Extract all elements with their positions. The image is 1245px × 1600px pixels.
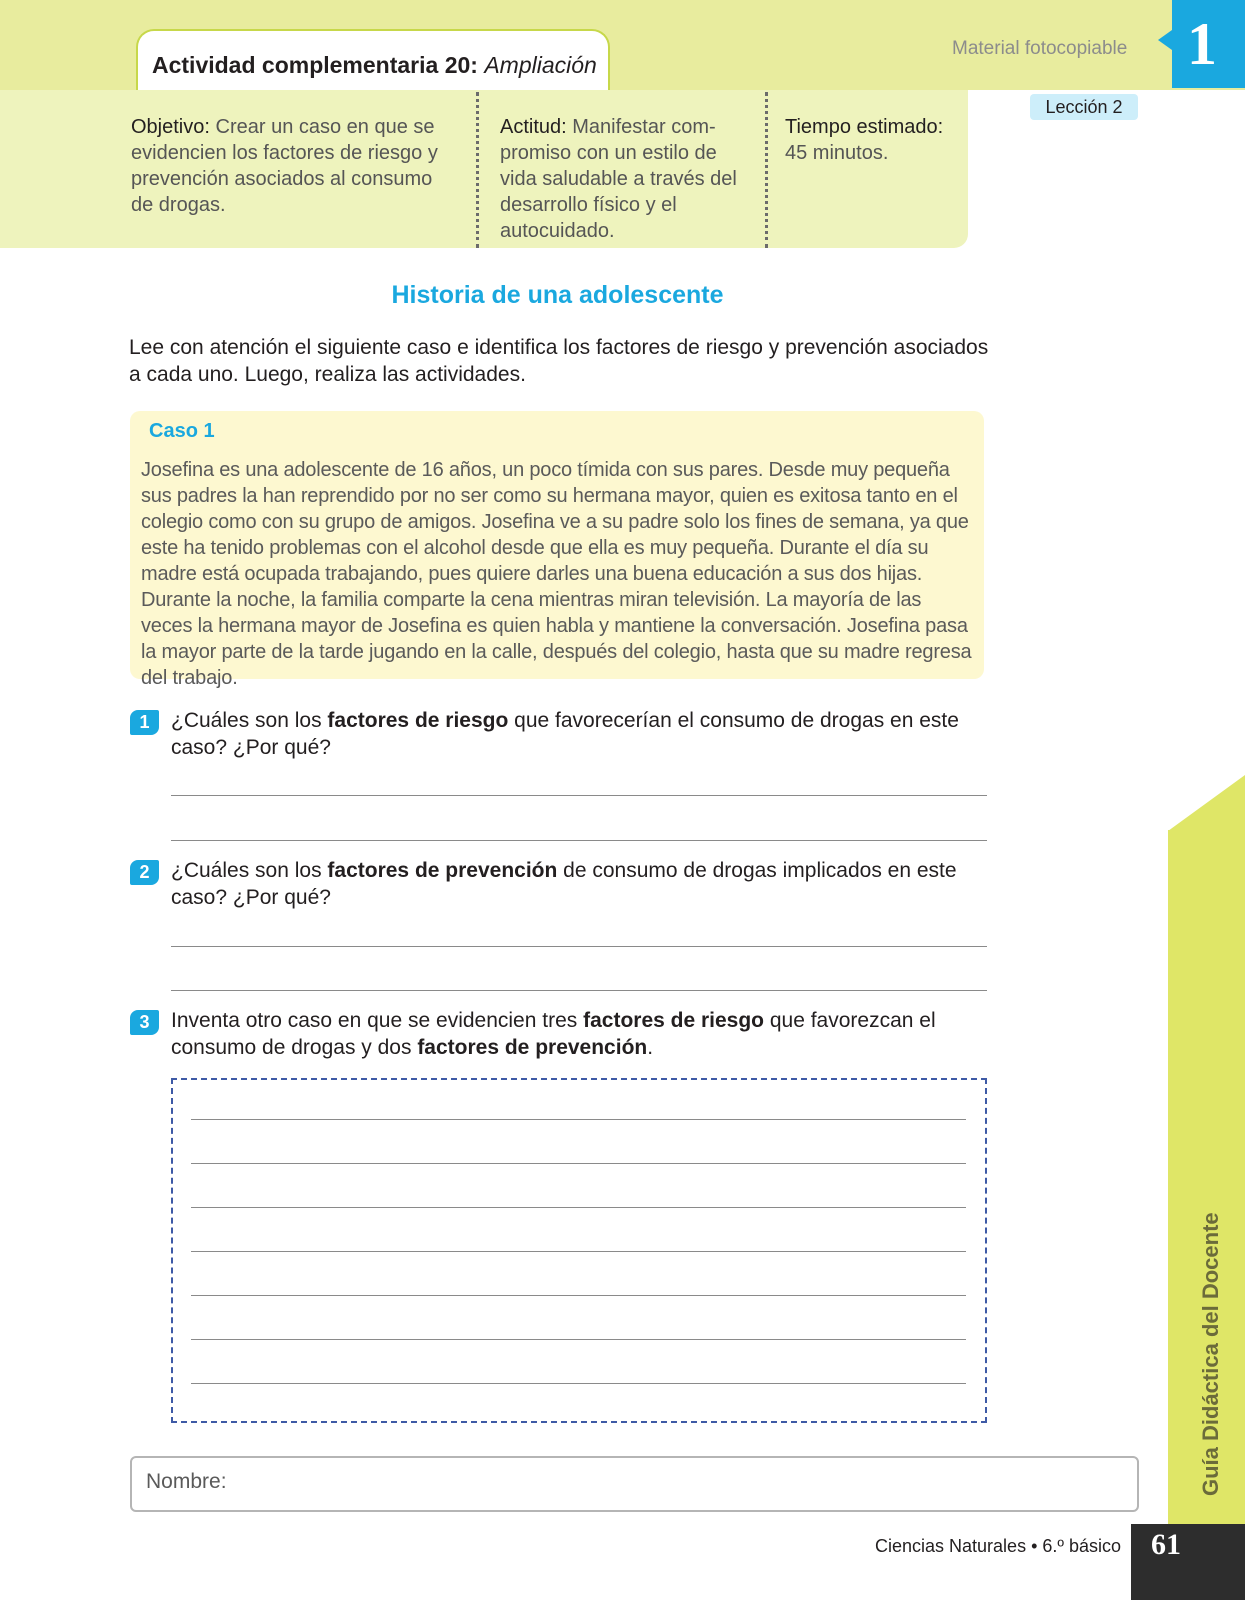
sidebar-label-wrap (1168, 1212, 1228, 1496)
question-3 (171, 1007, 986, 1061)
photocopy-label: Material fotocopiable (952, 38, 1128, 59)
question-text: que favorezcan el consumo de drogas y dos (171, 1009, 936, 1059)
question-keyword: factores de prevención (417, 1036, 648, 1059)
answer-line[interactable] (191, 1207, 966, 1208)
question-2 (171, 857, 986, 911)
answer-line[interactable] (191, 1251, 966, 1252)
unit-tab-notch (1158, 30, 1172, 50)
sidebar-corner (1168, 775, 1245, 831)
question-text: . (647, 1036, 654, 1059)
question-number-badge: 1 (130, 710, 159, 735)
unit-number: 1 (1187, 11, 1217, 77)
answer-line[interactable] (191, 1383, 966, 1384)
question-text: de consumo de drogas implicados en este caso? ¿Por qué? (171, 859, 957, 909)
case-text: Josefina es una adolescente de 16 años, un poco tímida con sus pares. Desde muy pequeña sus padres la han reprendido por no ser como su hermana mayor, quien es exitosa tanto en el colegio como con su grupo de amigos. Josefina ve a su padre solo los fines de semana, ya que este ha tenido problemas con el alcohol desde que ella es muy pequeña. Durante el día su madre está ocupada trabajando, pues quiere darles una buena educación a sus dos hijas. Durante la noche, la familia comparte la cena mientras miran televisión. La mayoría de las veces la hermana mayor de Josefina es quien habla y mantiene la conversación. Josefina pasa la mayor parte de la tarde jugando en la calle, después del colegio, hasta que su madre regresa del trabajo. (141, 459, 972, 689)
question-number-badge: 2 (130, 860, 159, 885)
time-label: Tiempo estimado: (785, 116, 944, 138)
objective-label: Objetivo: (131, 116, 210, 138)
answer-line[interactable] (191, 1119, 966, 1120)
question-text: ¿Cuáles son los (171, 859, 328, 882)
name-field[interactable] (130, 1456, 1139, 1512)
column-divider (765, 92, 768, 248)
question-text: que favorecerían el consumo de drogas en este caso? ¿Por qué? (171, 709, 959, 759)
question-text: ¿Cuáles son los (171, 709, 328, 732)
answer-line[interactable] (171, 946, 987, 947)
column-divider (476, 92, 479, 248)
question-keyword: factores de riesgo (327, 709, 509, 732)
answer-line[interactable] (171, 840, 987, 841)
attitude-label: Actitud: (500, 116, 567, 138)
page-number: 61 (1151, 1528, 1181, 1561)
time-text: 45 minutos. (785, 142, 889, 164)
answer-line[interactable] (171, 990, 987, 991)
question-keyword: factores de prevención (327, 859, 558, 882)
answer-line[interactable] (191, 1339, 966, 1340)
objective-text: Crear un caso en que se evidencien los factores de riesgo y prevención asociados al consumo de drogas. (131, 116, 438, 216)
lesson-badge: Lección 2 (1030, 94, 1138, 120)
footer-subject: Ciencias Naturales • 6.º básico (875, 1536, 1121, 1556)
question-keyword: factores de riesgo (583, 1009, 765, 1032)
activity-title (152, 52, 597, 79)
attitude-block (500, 114, 740, 244)
activity-subtitle: Ampliación (484, 52, 597, 78)
section-title: Historia de una adolescente (391, 281, 724, 309)
case-title: Caso 1 (149, 420, 215, 442)
objective-block (131, 114, 451, 218)
name-label: Nombre: (146, 1470, 227, 1493)
question-text: Inventa otro caso en que se evidencien tres (171, 1009, 584, 1032)
answer-line[interactable] (191, 1295, 966, 1296)
intro-text: Lee con atención el siguiente caso e identifica los factores de riesgo y prevención asociados a cada uno. Luego, realiza las actividades. (129, 336, 989, 386)
answer-line[interactable] (171, 795, 987, 796)
question-1 (171, 707, 986, 761)
time-block (785, 114, 965, 166)
attitude-text: Manifestar compromiso con un estilo de vida saludable a través del desarrollo físico y el autocuidado. (500, 116, 737, 242)
activity-title-label: Actividad complementaria 20: (152, 52, 485, 78)
sidebar-label: Guía Didáctica del Docente (1198, 1212, 1223, 1496)
question-number-badge: 3 (130, 1010, 159, 1035)
answer-line[interactable] (191, 1163, 966, 1164)
